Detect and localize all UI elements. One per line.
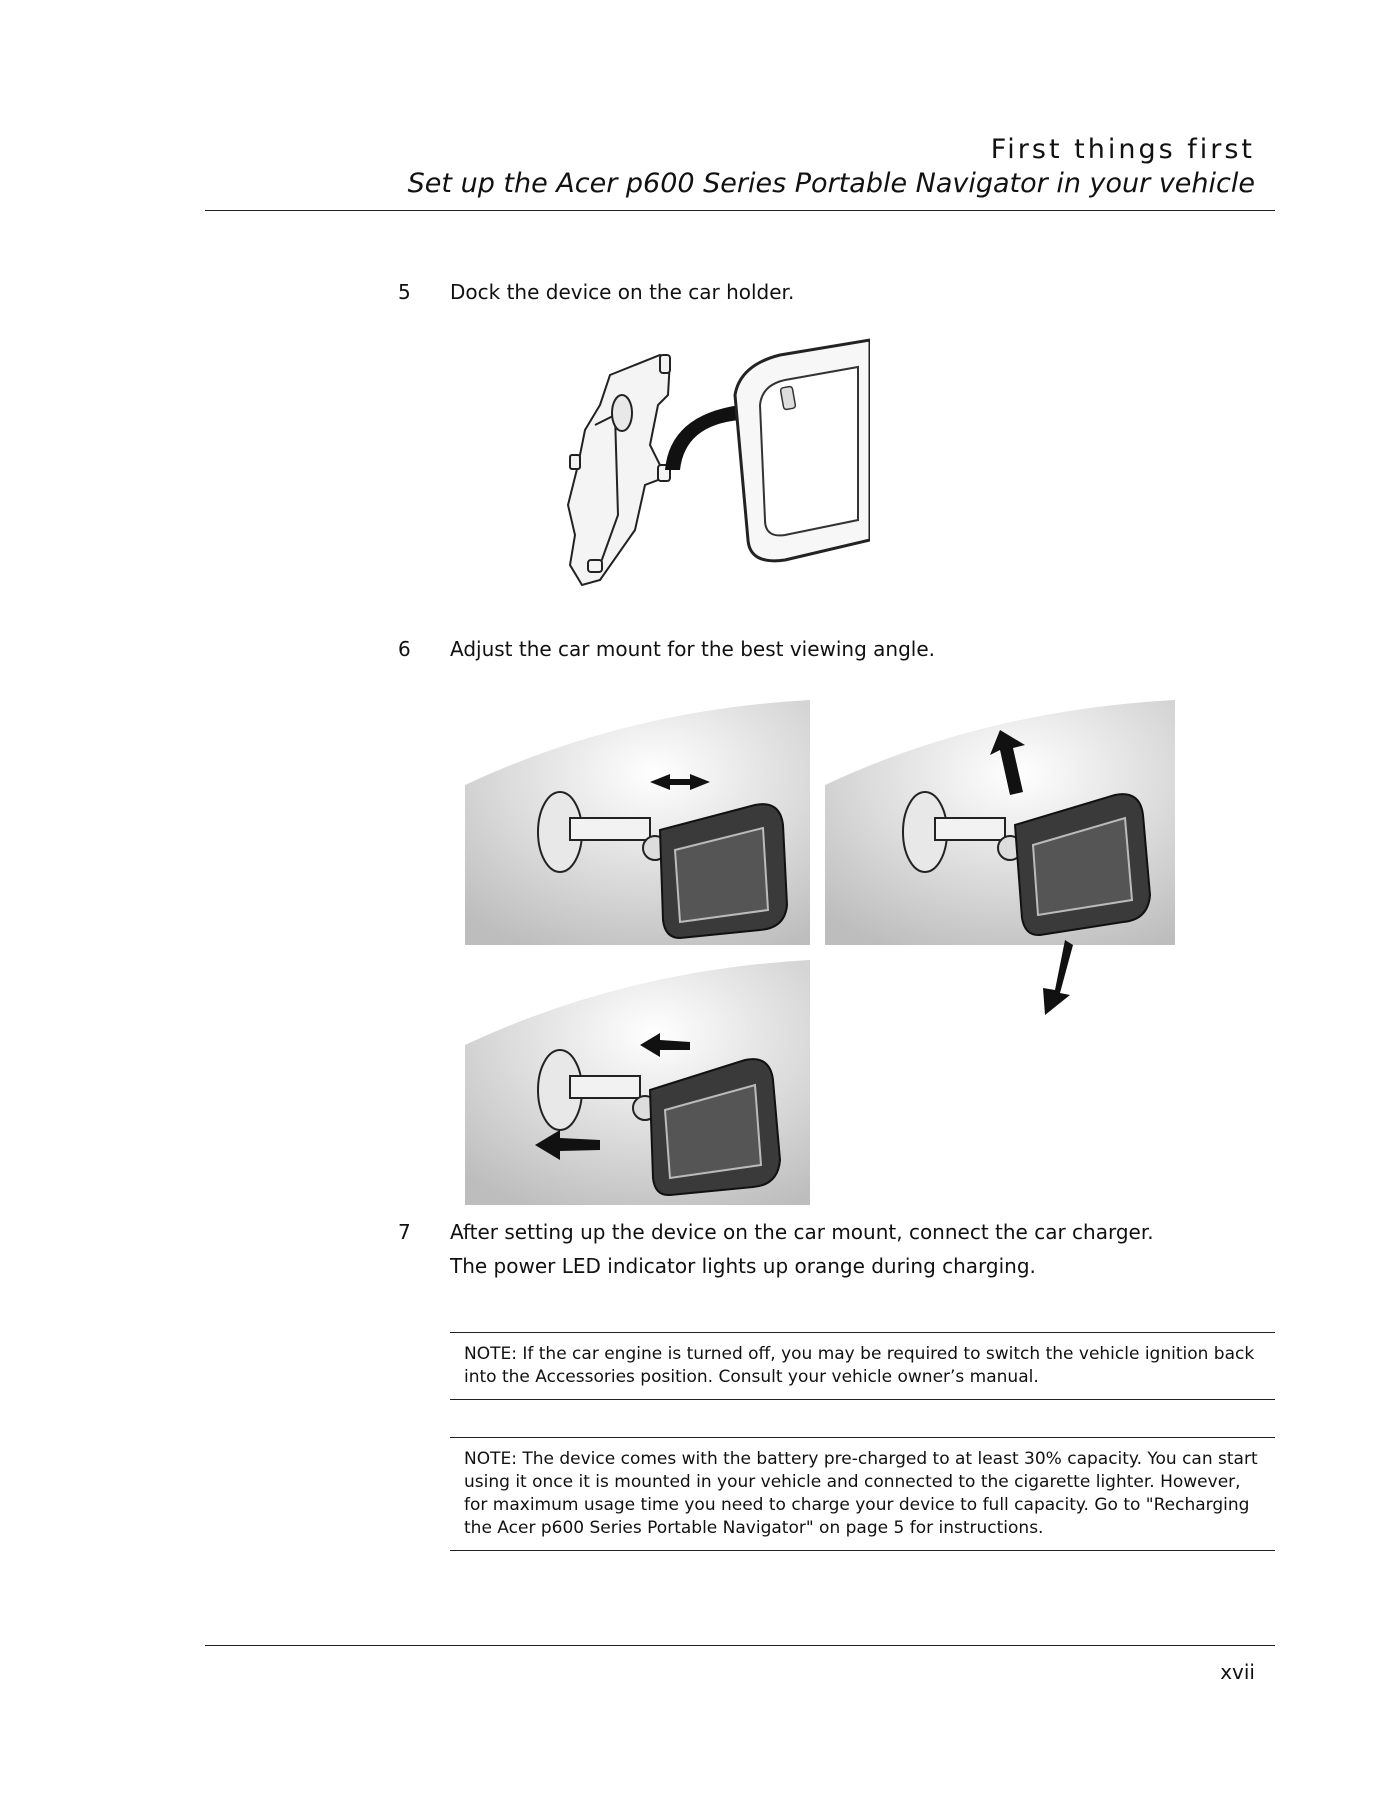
- step-6-text: Adjust the car mount for the best viewing angle.: [450, 637, 935, 661]
- step-7-subtext: The power LED indicator lights up orange during charging.: [450, 1254, 1036, 1278]
- step-7-text: After setting up the device on the car mount, connect the car charger.: [450, 1220, 1154, 1244]
- step-7-number: 7: [398, 1220, 411, 1244]
- note-box-ignition: [450, 1332, 1275, 1400]
- footer-rule: [205, 1645, 1275, 1646]
- step-5-text: Dock the device on the car holder.: [450, 280, 795, 304]
- note-ignition-text: NOTE: If the car engine is turned off, you may be required to switch the vehicle ignition back into the Accessories position. Consult your vehicle owner’s manual.: [464, 1344, 1255, 1387]
- adjust-panel-tilt: [825, 700, 1175, 1015]
- note-box-battery: [450, 1437, 1275, 1551]
- navigator-device-drawing: [735, 340, 870, 561]
- step-6-number: 6: [398, 637, 411, 661]
- dock-device-illustration: [540, 335, 870, 595]
- adjust-panel-slide: [465, 700, 810, 945]
- adjust-panel-swivel: [465, 960, 810, 1205]
- header-title: First things first: [990, 134, 1255, 165]
- header-rule: [205, 210, 1275, 211]
- note-battery-text: NOTE: The device comes with the battery pre-charged to at least 30% capacity. You can start using it once it is mounted in your vehicle and connected to the cigarette lighter. However, for maximum usage time you need to charge your device to full capacity. Go to "Recharging the Acer p600 Series Portable Navigator" on page 5 for instructions.: [464, 1449, 1258, 1538]
- header-subtitle: Set up the Acer p600 Series Portable Navigator in your vehicle: [407, 168, 1255, 199]
- adjust-mount-illustration: [465, 700, 1175, 1205]
- car-holder-drawing: [568, 355, 670, 585]
- step-5-number: 5: [398, 280, 411, 304]
- tilt-down-arrow: [1043, 940, 1073, 1015]
- page-number: xvii: [1220, 1660, 1255, 1684]
